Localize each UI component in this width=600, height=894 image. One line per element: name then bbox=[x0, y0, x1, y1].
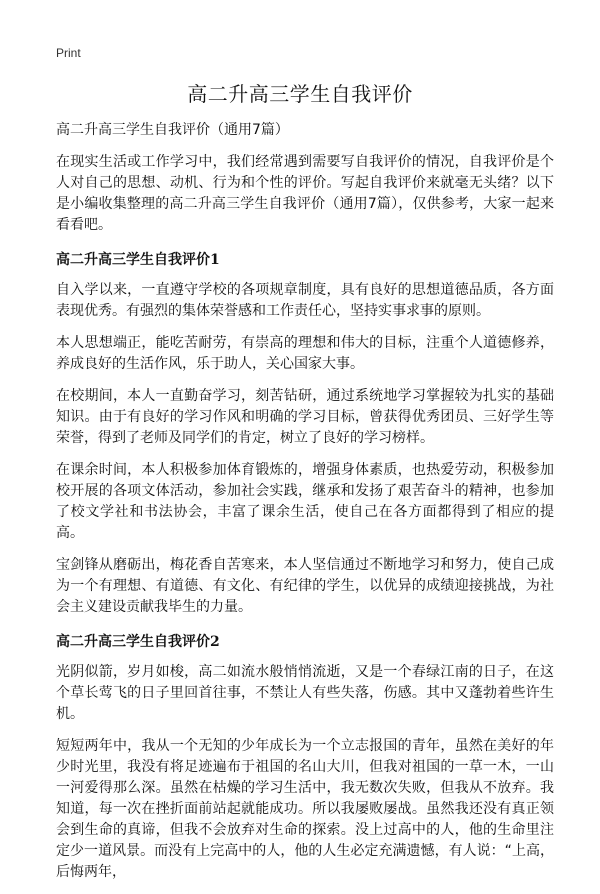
section-1-paragraph: 在课余时间，本人积极参加体育锻炼的，增强身体素质，也热爱劳动，积极参加校开展的各项文体活动，参加社会实践，继承和发扬了艰苦奋斗的精神，也参加了校文学社和书法协会，丰富了课余生活，使自己在各方面都得到了相应的提高。 bbox=[56, 462, 554, 541]
document-body bbox=[56, 120, 554, 894]
section-1-paragraph: 在校期间，本人一直勤奋学习，刻苦钻研，通过系统地学习掌握较为扎实的基础知识。由于有良好的学习作风和明确的学习目标，曾获得优秀团员、三好学生等荣誉，得到了老师及同学们的肯定，树立了良好的学习榜样。 bbox=[56, 388, 554, 446]
section-2-paragraph: 短短两年中，我从一个无知的少年成长为一个立志报国的青年，虽然在美好的年少时光里，我没有将足迹遍布于祖国的名山大川，但我对祖国的一草一木，一山一河爱得那么深。虽然在枯燥的学习生活中，我无数次失败，但我从不放弃。我知道，每一次在挫折面前站起就能成功。所以我屡败屡战。虽然我还没有真正领会到生命的真谛，但我不会放弃对生命的探索。没上过高中的人，他的生命里注定少一道风景。而没有上完高中的人，他的人生必定充满遗憾，有人说：“上高，后悔两年， bbox=[56, 738, 554, 880]
section-heading-2: 高二升高三学生自我评价2 bbox=[56, 634, 220, 650]
section-1-paragraph: 本人思想端正，能吃苦耐劳，有崇高的理想和伟大的目标，注重个人道德修养，养成良好的生活作风，乐于助人，关心国家大事。 bbox=[56, 335, 554, 372]
section-1-paragraph: 自入学以来，一直遵守学校的各项规章制度，具有良好的思想道德品质，各方面表现优秀。有强烈的集体荣誉感和工作责任心，坚持实事求事的原则。 bbox=[56, 282, 554, 319]
section-heading-1: 高二升高三学生自我评价1 bbox=[56, 252, 220, 268]
intro-paragraph: 在现实生活或工作学习中，我们经常遇到需要写自我评价的情况，自我评价是个人对自己的思想、动机、行为和个性的评价。写起自我评价来就毫无头绪？以下是小编收集整理的高二升高三学生自我评价（通用7篇），仅供参考，大家一起来看看吧。 bbox=[56, 154, 554, 233]
document-subtitle: 高二升高三学生自我评价（通用7篇） bbox=[56, 122, 289, 138]
print-button[interactable]: Print bbox=[56, 46, 81, 60]
section-1-paragraph: 宝剑锋从磨砺出，梅花香自苦寒来，本人坚信通过不断地学习和努力，使自己成为一个有理想、有道德、有文化、有纪律的学生，以优异的成绩迎接挑战，为社会主义建设贡献我毕生的力量。 bbox=[56, 557, 554, 615]
section-2-paragraph: 光阴似箭，岁月如梭，高二如流水般悄悄流逝，又是一个春绿江南的日子，在这个草长莺飞的日子里回首往事，不禁让人有些失落，伤感。其中又蓬勃着些许生机。 bbox=[56, 664, 554, 722]
page-title: 高二升高三学生自我评价 bbox=[187, 82, 413, 106]
